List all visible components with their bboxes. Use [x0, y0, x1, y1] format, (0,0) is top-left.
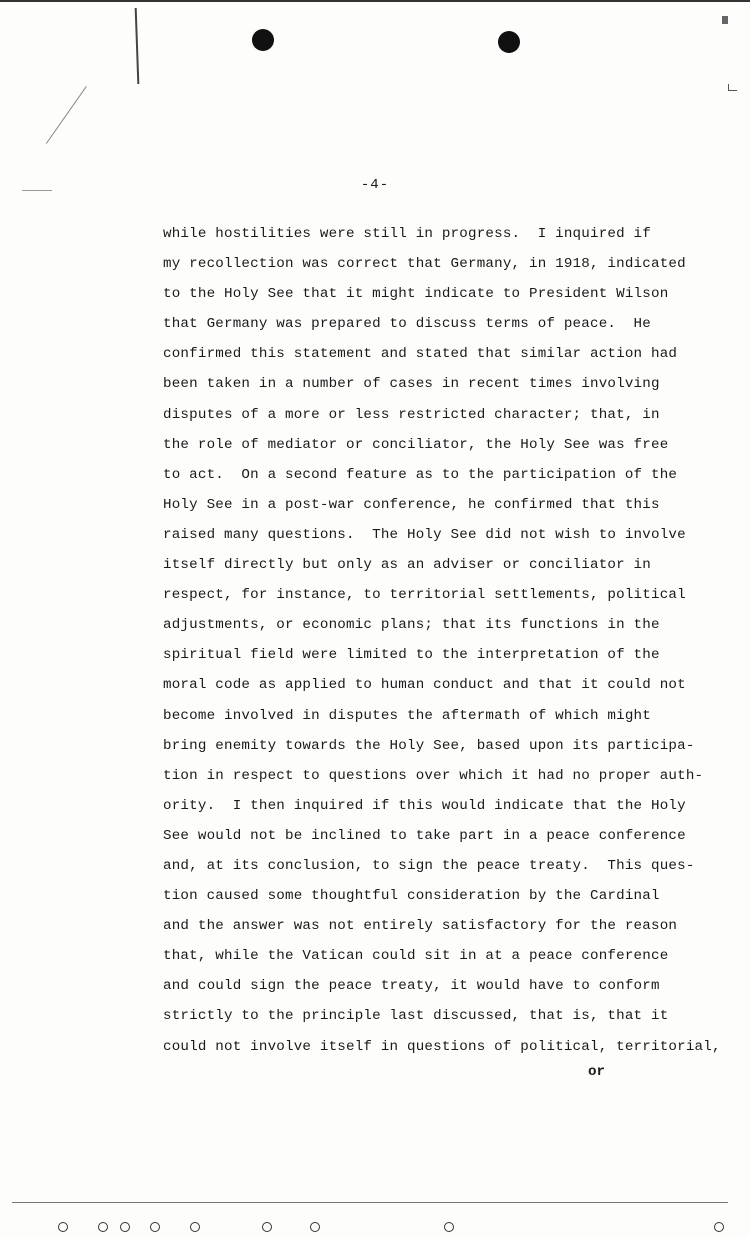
text-line: respect, for instance, to territorial settlements, political — [163, 587, 686, 604]
text-line: strictly to the principle last discussed, that is, that it — [163, 1008, 669, 1025]
text-line: spiritual field were limited to the interpretation of the — [163, 647, 660, 664]
text-line: Holy See in a post-war conference, he confirmed that this — [163, 496, 660, 513]
text-line: and the answer was not entirely satisfactory for the reason — [163, 918, 678, 935]
catchword: or — [588, 1064, 606, 1080]
edge-dot — [262, 1222, 272, 1232]
text-line: See would not be inclined to take part in a peace conference — [163, 827, 686, 844]
edge-dot — [58, 1222, 68, 1232]
page-top-edge — [0, 0, 750, 2]
text-line: moral code as applied to human conduct and that it could not — [163, 677, 686, 694]
edge-dot — [444, 1222, 454, 1232]
margin-mark-right-corner — [728, 84, 737, 91]
text-line: that Germany was prepared to discuss terms of peace. He — [163, 316, 651, 333]
page-number: -4- — [360, 177, 390, 193]
text-line: itself directly but only as an adviser or conciliator in — [163, 557, 651, 574]
text-line: ority. I then inquired if this would indicate that the Holy — [163, 797, 686, 814]
text-line: bring enemity towards the Holy See, based upon its participa- — [163, 737, 695, 754]
edge-dot — [120, 1222, 130, 1232]
text-line: and could sign the peace treaty, it would have to conform — [163, 978, 660, 995]
edge-dot — [714, 1222, 724, 1232]
text-line: tion in respect to questions over which it had no proper auth- — [163, 767, 704, 784]
text-line: become involved in disputes the aftermath of which might — [163, 707, 651, 724]
edge-dot — [150, 1222, 160, 1232]
punch-hole-left — [252, 29, 274, 51]
text-line: could not involve itself in questions of political, territorial, — [163, 1038, 721, 1055]
edge-dot — [310, 1222, 320, 1232]
bottom-edge-marks — [10, 1222, 740, 1236]
text-line: that, while the Vatican could sit in at a peace conference — [163, 948, 669, 965]
text-line: tion caused some thoughtful consideration by the Cardinal — [163, 888, 660, 905]
edge-dot — [98, 1222, 108, 1232]
text-line: disputes of a more or less restricted character; that, in — [163, 406, 660, 423]
text-line: and, at its conclusion, to sign the peace treaty. This ques- — [163, 857, 695, 874]
text-line: while hostilities were still in progress. I inquired if — [163, 226, 651, 242]
text-line: the role of mediator or conciliator, the Holy See was free — [163, 436, 669, 453]
margin-mark-diagonal — [46, 86, 87, 144]
margin-mark-right-top — [722, 16, 728, 24]
text-line: raised many questions. The Holy See did not wish to involve — [163, 526, 686, 543]
margin-mark-vertical — [135, 8, 140, 84]
punch-hole-right — [498, 31, 520, 53]
body-text — [163, 219, 743, 1062]
text-line: adjustments, or economic plans; that its functions in the — [163, 617, 660, 634]
text-line: my recollection was correct that Germany, in 1918, indicated — [163, 256, 686, 273]
text-line: confirmed this statement and stated that similar action had — [163, 346, 678, 363]
text-line: to act. On a second feature as to the participation of the — [163, 466, 678, 483]
bottom-rule — [12, 1202, 728, 1203]
text-line: to the Holy See that it might indicate to President Wilson — [163, 286, 669, 303]
edge-dot — [190, 1222, 200, 1232]
text-line: been taken in a number of cases in recent times involving — [163, 376, 660, 393]
